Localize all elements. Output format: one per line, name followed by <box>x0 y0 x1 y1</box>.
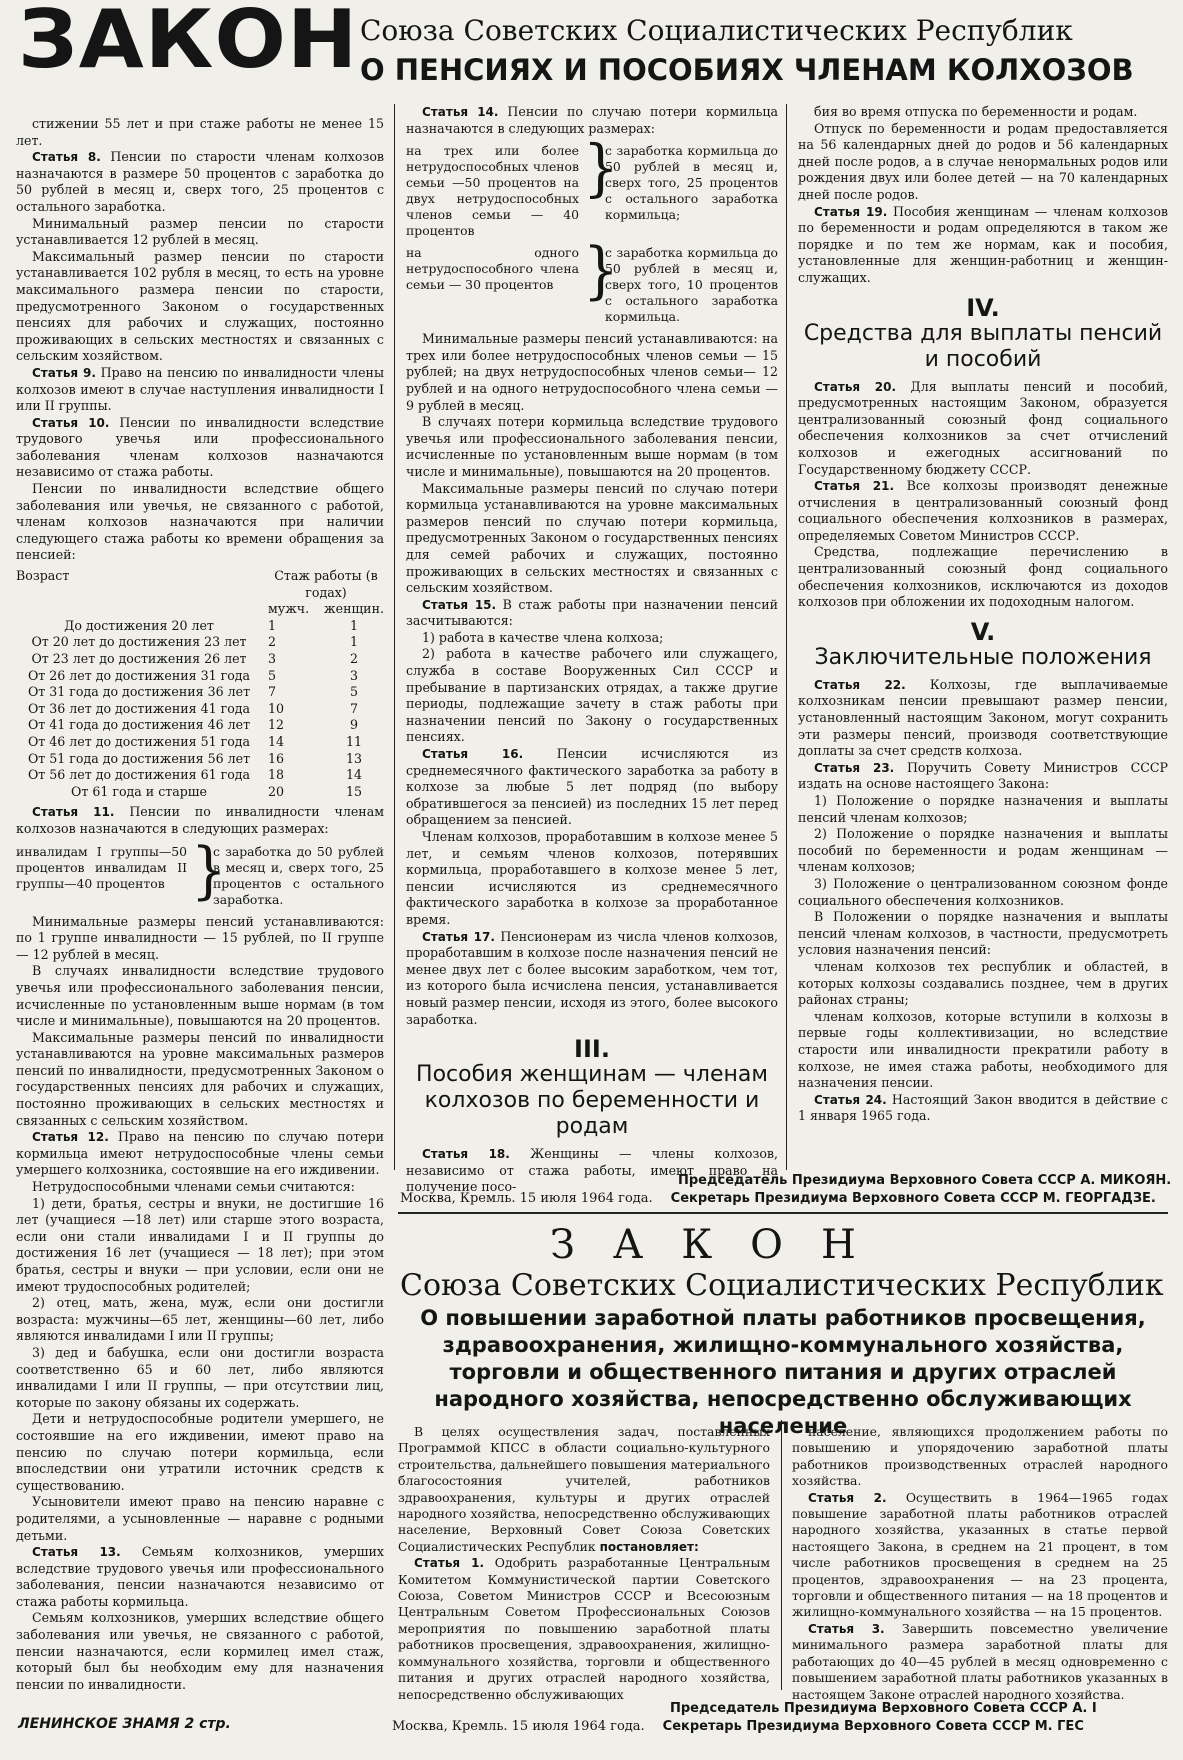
article-label: Статья 16. <box>422 747 524 762</box>
section-number: V. <box>970 617 996 646</box>
section-number: IV. <box>966 293 1000 322</box>
table-cell: 7 <box>349 700 358 716</box>
signature-secretary: Секретарь Президиума Верховного Совета СССР М. ГЕОРГАДЗЕ. <box>670 1191 1156 1206</box>
survivor-brace-2 <box>406 235 778 325</box>
article-label: Статья 18. <box>422 1147 510 1162</box>
table-header-age: Возраст <box>16 568 70 584</box>
paragraph: 2) работа в качестве рабочего или служащего, служба в составе Вооруженных Сил СССР и пребывание в партизанских отрядах, а также другие периоды, подлежащие зачету в стаж работы при назначении пенсий по Закону о государственных пенсиях. <box>406 646 778 745</box>
table-cell: От 56 лет до достижения 61 года <box>27 767 251 783</box>
paragraph: Семьям колхозников, умерших вследствие общего заболевания или увечья, не связанного с работой, пенсии назначаются, если кормилец имел стаж, который был бы необходим ему для назначения пенсии по инвалидности. <box>16 1610 384 1692</box>
brace-glyph: } <box>583 235 619 308</box>
article-text: Семьям колхозников, умерших вследствие трудового увечья или профессионального заболевания, пенсии назначаются независимо от стажа работы кормильца. <box>16 1544 384 1609</box>
article-text: Пенсии по старости членам колхозов назначаются в размере 50 процентов с заработка до 50 рублей в месяц и, сверх того, 25 процентов с остального заработка. <box>16 149 384 214</box>
column-divider-3 <box>781 1420 782 1690</box>
article-text: Для выплаты пенсий и пособий, предусмотренных настоящим Законом, образуется централизованный союзный фонд социального обеспечения колхозников за счет отчислений колхозов и ежегодных ассигнований по Государственному бюджету СССР. <box>798 378 1168 477</box>
paragraph: Усыновители имеют право на пенсию наравне с родителями, а усыновленные — наравне с родными детьми. <box>16 1494 384 1543</box>
brace-right: с заработка кормильца до 50 рублей в месяц и, сверх того, 10 процентов с остального заработка кормильца. <box>605 245 778 325</box>
article-20 <box>798 379 1168 479</box>
table-cell: 1 <box>349 634 358 650</box>
signature-place: Москва, Кремль. 15 июля 1964 года. <box>392 1719 645 1734</box>
article-text: Настоящий Закон вводится в действие с 1 января 1965 года. <box>798 1091 1168 1124</box>
article-label: Статья 17. <box>422 929 495 944</box>
article-22 <box>798 677 1168 760</box>
paragraph: Дети и нетрудоспособные родители умершего, не состоявшие на его иждивении, имеют право на пенсию по случаю потери кормильца, если впоследствии они утратили источник средств к существованию. <box>16 1411 384 1493</box>
article-label: Статья 19. <box>814 204 888 219</box>
law2-heading: О повышении заработной платы работников просвещения, здравоохранения, жилищно-коммунального хозяйства, торговли и общественного питания и других отраслей народного хозяйства, непосредственно обслуживающих население <box>420 1306 1146 1438</box>
article-text: Одобрить разработанные Центральным Комитетом Коммунистической партии Советского Союза, Советом Министров СССР и Всесоюзным Центральным Советом Профессиональных Союзов мероприятия по повышению заработной платы работников просвещения, здравоохранения, жилищно-коммунального хозяйства, торговли и общественного питания и других отраслей народного хозяйства, непосредственно обслуживающих <box>398 1555 770 1702</box>
article-text: Пенсионерам из числа членов колхозов, проработавшим в колхозе после назначения пенсий не менее двух лет с более высоким заработком, чем тот, из которого была исчислена пенсия, устанавливается новый размер пенсии, исходя из этого, более высокого заработка. <box>406 928 779 1027</box>
paragraph: Минимальные размеры пенсий устанавливаются: на трех или более нетрудоспособных членов семьи — 15 рублей; на двух нетрудоспособных членов семьи— 12 рублей и на одного нетрудоспособного члена семьи — 9 рублей в месяц. <box>406 331 778 413</box>
table-cell: 3 <box>349 667 358 683</box>
table-cell: 15 <box>345 783 363 799</box>
article-21 <box>798 478 1168 544</box>
article-text: Все колхозы производят денежные отчисления в централизованный союзный фонд социального обеспечения колхозников в размерах, определяемых Советом Министров СССР. <box>798 478 1169 543</box>
paragraph: 1) Положение о порядке назначения и выплаты пенсий членам колхозов; <box>798 793 1168 825</box>
paragraph-text: В целях осуществления задач, поставленных Программой КПСС в области социально-культурного строительства, дальнейшего повышения материального благосостояния учителей, работников здравоохранения, культуры и других отраслей народного хозяйства, непосредственно обслуживающих население, Верховный Совет Союза Советских Социалистических Республик <box>398 1424 770 1554</box>
section-4-heading <box>798 295 1168 373</box>
article-11 <box>16 804 384 837</box>
paragraph: Пенсии по инвалидности вследствие общего заболевания или увечья, не связанного с работой, членам колхозов назначаются при наличии следующего стажа работы ко времени обращения за пенсией: <box>16 481 384 563</box>
paragraph-bold: постановляет: <box>599 1539 699 1554</box>
table-cell: 16 <box>268 750 285 766</box>
table-cell: От 51 года до достижения 56 лет <box>27 750 251 766</box>
masthead-title: ЗАКОН <box>18 0 359 86</box>
brace-right: с заработка до 50 рублей в месяц и, сверх того, 25 процентов с остального заработка. <box>213 843 384 907</box>
brace-glyph: } <box>583 132 619 205</box>
table-cell: От 41 года до достижения 46 лет <box>27 717 251 733</box>
paragraph: население, являющихся продолжением работы по повышению и упорядочению заработной платы работников производственных отраслей народного хозяйства. <box>792 1424 1168 1489</box>
article-text: Завершить повсеместно увеличение минимального размера заработной платы для работающих до 40—45 рублей в месяц одновременно с повышением заработной платы работников указанных в настоящем Законе отраслей народного хозяйства. <box>792 1620 1168 1702</box>
table-cell: 1 <box>268 617 277 633</box>
table-cell: 13 <box>345 750 363 766</box>
section-3-heading <box>406 1036 778 1140</box>
table-cell: 1 <box>349 617 358 633</box>
article-label: Статья 9. <box>32 365 96 380</box>
table-cell: 12 <box>268 717 285 733</box>
table-cell: От 23 лет до достижения 26 лет <box>31 651 247 666</box>
article-19 <box>798 204 1168 287</box>
article-label: Статья 11. <box>32 805 115 820</box>
article-label: Статья 23. <box>814 760 895 775</box>
paragraph: 1) дети, братья, сестры и внуки, не достигшие 16 лет (учащиеся —18 лет) или старше этого возраста, если они стали инвалидами I и II группы до достижения 16 лет (учащиеся — 18 лет); при этом братья, сестры и внуки — при условии, если они не имеют трудоспособных родителей; <box>16 1195 384 1294</box>
brace-left: инвалидам I группы—50 процентов инвалидам II группы—40 процентов <box>16 843 187 891</box>
paragraph: 2) отец, мать, жена, муж, если они достигли возраста: мужчины—65 лет, женщины—60 лет, либо являются инвалидами I или II группы; <box>16 1295 384 1344</box>
article-text: Пенсии по инвалидности членам колхозов назначаются в следующих размерах: <box>16 804 384 836</box>
paragraph: членам колхозов, которые вступили в колхозы в первые годы коллективизации, но вследствие старости или инвалидности прекратили работу в колхозе, не имея стажа работы, необходимого для назначения пенсии. <box>798 1008 1168 1091</box>
article-text: Женщины — члены колхозов, независимо от стажа работы, имеют право на получение посо- <box>406 1146 779 1195</box>
article-label: Статья 3. <box>808 1621 885 1636</box>
section-number: III. <box>574 1035 610 1064</box>
article-label: Статья 21. <box>814 479 895 494</box>
article-label: Статья 14. <box>422 105 499 119</box>
article-16 <box>406 746 778 829</box>
article-text: Колхозы, где выплачиваемые колхозникам пенсии превышают размер пенсии, установленный настоящим Законом, могут сохранить эти размеры пенсий, производя соответствующие доплаты за счет средств колхоза. <box>798 676 1168 759</box>
table-cell: От 46 лет до достижения 51 года <box>27 733 251 749</box>
brace-left: на одного нетрудоспособного члена семьи — 30 процентов <box>406 245 579 293</box>
paragraph: Средства, подлежащие перечислению в централизованный союзный фонд социального обеспечения колхозников, исключаются из доходов колхозов при обложении их подоходным налогом. <box>798 544 1168 610</box>
article-text: Поручить Совету Министров СССР издать на основе настоящего Закона: <box>798 759 1168 792</box>
article-label: Статья 20. <box>814 379 897 394</box>
section-title: Средства для выплаты пенсий и пособий <box>803 320 1163 372</box>
invalid-pension-brace <box>16 834 384 908</box>
column-2 <box>406 104 779 1195</box>
paragraph <box>398 1424 770 1555</box>
table-cell: 2 <box>268 634 277 650</box>
article-label: Статья 1. <box>414 1556 485 1571</box>
paragraph: Минимальные размеры пенсий устанавливаются: по 1 группе инвалидности — 15 рублей, по II группе — 12 рублей в месяц. <box>16 913 384 962</box>
paragraph: В случаях инвалидности вследствие трудового увечья или профессионального заболевания пенсии, исчисленные по установленным выше нормам (в том числе и минимальные), повышаются на 20 процентов. <box>16 963 384 1029</box>
article-text: Право на пенсию по случаю потери кормильца имеют нетрудоспособные члены семьи умершего колхозника, состоявшие на его иждивении. <box>16 1129 384 1178</box>
article-2 <box>792 1490 1168 1621</box>
table-cell: 10 <box>268 700 285 716</box>
section-title: Пособия женщинам — членам колхозов по беременности и родам <box>416 1062 768 1140</box>
table-cell: 11 <box>345 733 363 749</box>
page-footer: ЛЕНИНСКОЕ ЗНАМЯ 2 стр. <box>18 1716 231 1732</box>
paragraph: 3) Положение о централизованном союзном фонде социального обеспечения колхозников. <box>798 875 1168 908</box>
section-5-heading <box>798 619 1168 671</box>
article-10 <box>16 415 384 481</box>
article-text: Пенсии по случаю потери кормильца назначаются в следующих размерах: <box>406 104 778 136</box>
signature-chair: Председатель Президиума Верховного Совета СССР А. I <box>670 1701 1097 1716</box>
article-label: Статья 12. <box>32 1130 109 1145</box>
section-title: Заключительные положения <box>814 644 1152 670</box>
table-cell: 18 <box>268 767 285 783</box>
table-cell: От 20 лет до достижения 23 лет <box>31 634 247 650</box>
paragraph: Максимальные размеры пенсий по случаю потери кормильца устанавливаются на уровне максимальных размеров пенсий по случаю потери кормильца, предусмотренных Законом о государственных пенсиях для семей рабочих и служащих, постоянно проживающих в сельских местностях и связанных с сельским хозяйством. <box>406 480 778 596</box>
table-cell: 20 <box>268 783 285 799</box>
paragraph: Отпуск по беременности и родам предоставляется на 56 календарных дней до родов и 56 календарных дней после родов, а в случае ненормальных родов или рождения двух или более детей — на 70 календарных дней после родов. <box>798 120 1168 202</box>
article-text: Пенсии по инвалидности вследствие трудового увечья или профессионального заболевания членам колхозов назначаются независимо от стажа работы. <box>16 414 384 480</box>
paragraph: Нетрудоспособными членами семьи считаются: <box>32 1179 355 1195</box>
article-23 <box>798 760 1168 793</box>
column-divider-1 <box>394 104 395 1170</box>
paragraph: В Положении о порядке назначения и выплаты пенсий членам колхозов, в частности, предусмотреть условия назначения пенсий: <box>798 909 1168 958</box>
signature-place: Москва, Кремль. 15 июля 1964 года. <box>400 1191 653 1206</box>
column-1 <box>16 116 384 1708</box>
article-13 <box>16 1544 384 1610</box>
signature-block-2 <box>392 1700 1097 1736</box>
brace-left: на трех или более нетрудоспособных членов семьи —50 процентов на двух нетрудоспособных членов семьи — 40 процентов <box>406 143 579 239</box>
article-label: Статья 15. <box>422 597 497 612</box>
paragraph: бия во время отпуска по беременности и родам. <box>814 104 1138 119</box>
article-1 <box>398 1555 770 1703</box>
paragraph: членам колхозов тех республик и областей, в которых колхозы создавались позднее, чем в других районах страны; <box>798 958 1168 1008</box>
law2-column-2 <box>792 1424 1168 1702</box>
table-cell: От 26 лет до достижения 31 года <box>27 667 251 683</box>
article-text: Право на пенсию по инвалидности члены колхозов имеют в случае наступления инвалидности I или II группы. <box>16 364 384 414</box>
table-cell: 7 <box>268 684 277 700</box>
paragraph: Минимальный размер пенсии по старости устанавливается 12 рублей в месяц. <box>16 215 384 248</box>
table-header-tenure: Стаж работы (в годах) <box>274 568 378 600</box>
table-cell: 14 <box>345 767 363 783</box>
table-cell: От 31 года до достижения 36 лет <box>27 684 251 700</box>
article-text: Осуществить в 1964—1965 годах повышение заработной платы работников отраслей народного хозяйства, указанных в статье первой настоящего Закона, в среднем на 21 процент, в том числе работников просвещения в среднем на 25 процентов, здравоохранения — на 23 процента, торговли и общественного питания — на 18 процентов и жилищно-коммунального хозяйства — на 15 процентов. <box>792 1489 1168 1620</box>
law2-column-1 <box>398 1424 770 1702</box>
article-label: Статья 10. <box>32 415 110 430</box>
article-label: Статья 8. <box>32 150 101 165</box>
signature-secretary: Секретарь Президиума Верховного Совета СССР М. ГЕС <box>662 1719 1084 1734</box>
article-3 <box>792 1621 1168 1703</box>
article-text: В стаж работы при назначении пенсий засчитываются: <box>406 596 778 629</box>
separator-rule <box>398 1212 1168 1214</box>
paragraph: Членам колхозов, проработавшим в колхозе менее 5 лет, и семьям членов колхозов, потерявших кормильца, проработавшего в колхозе менее 5 лет, пенсии исчисляются из среднемесячного фактического заработка в колхозе за проработанное время. <box>406 829 778 927</box>
column-3 <box>798 104 1168 1170</box>
table-cell: 5 <box>268 667 277 683</box>
article-24 <box>798 1092 1168 1125</box>
table-cell: До достижения 20 лет <box>64 617 214 633</box>
law2-title: ЗАКОН <box>550 1222 894 1268</box>
article-text: Пенсии исчисляются из среднемесячного фактического заработка за работу в колхозе за любые 5 лет подряд (по выбору обратившегося за пенсией) из последних 15 лет перед обращением за пенсией. <box>406 746 778 828</box>
table-cell: 9 <box>349 717 358 733</box>
tenure-table <box>16 568 384 800</box>
paragraph: стижении 55 лет и при стаже работы не менее 15 лет. <box>16 116 384 148</box>
paragraph: 3) дед и бабушка, если они достигли возраста соответственно 65 и 60 лет, либо являются инвалидами I или II группы, — при отсутствии лиц, которые по закону обязаны их содержать. <box>16 1344 384 1410</box>
survivor-brace-1 <box>406 132 778 239</box>
paragraph: 2) Положение о порядке назначения и выплаты пособий по беременности и родам женщинам — членам колхозов; <box>798 826 1168 875</box>
article-label: Статья 13. <box>32 1545 121 1560</box>
brace-right: с заработка кормильца до 50 рублей в месяц и, сверх того, 25 процентов с остального заработка кормильца; <box>605 143 778 223</box>
signature-block-1 <box>400 1172 1171 1208</box>
article-17 <box>406 929 778 1029</box>
paragraph: В случаях потери кормильца вследствие трудового увечья или профессионального заболевания пенсии, исчисленные по установленным выше нормам (в том числе и минимальные), повышаются на 20 процентов. <box>406 414 778 479</box>
brace-glyph: } <box>191 834 227 907</box>
table-cell: 2 <box>349 651 358 666</box>
table-header-women: женщин. <box>324 601 384 617</box>
table-cell: 3 <box>268 651 277 666</box>
table-cell: 14 <box>268 733 285 749</box>
masthead-subtitle: Союза Советских Социалистических Республик <box>360 14 1073 47</box>
article-8 <box>16 149 384 215</box>
article-15 <box>406 597 778 630</box>
table-cell: От 36 лет до достижения 41 года <box>27 700 251 716</box>
paragraph: Максимальный размер пенсии по старости устанавливается 102 рубля в месяц, то есть на уровне максимального размера пенсии по старости, предусмотренного Законом о государственных пенсиях для рабочих и служащих, постоянно проживающих в сельских местностях и связанных с сельским хозяйством. <box>16 248 384 364</box>
signature-chair: Председатель Президиума Верховного Совета СССР А. МИКОЯН. <box>678 1173 1172 1188</box>
article-9 <box>16 365 384 415</box>
article-text: Пособия женщинам — членам колхозов по беременности и родам определяются в таком же порядке и по тем же нормам, как и пособия, установленные для женщин-работниц и женщин-служащих. <box>798 203 1168 285</box>
masthead-law-title: О ПЕНСИЯХ И ПОСОБИЯХ ЧЛЕНАМ КОЛХОЗОВ <box>360 53 1134 87</box>
table-cell: От 61 года и старше <box>71 783 207 799</box>
column-divider-2 <box>786 104 787 1170</box>
article-label: Статья 22. <box>814 677 906 692</box>
paragraph: Максимальные размеры пенсий по инвалидности устанавливаются на уровне максимальных размеров пенсий по инвалидности, предусмотренных Законом о государственных пенсиях для рабочих и служащих, постоянно проживающих в сельских местностях и связанных с сельским хозяйством. <box>16 1029 384 1128</box>
article-12 <box>16 1129 384 1179</box>
article-label: Статья 2. <box>808 1490 887 1505</box>
article-label: Статья 24. <box>814 1092 887 1107</box>
table-header-men: мужч. <box>268 601 310 617</box>
paragraph: 1) работа в качестве члена колхоза; <box>422 629 664 645</box>
table-cell: 5 <box>349 684 358 700</box>
law2-subtitle: Союза Советских Социалистических Республик <box>400 1268 1164 1303</box>
